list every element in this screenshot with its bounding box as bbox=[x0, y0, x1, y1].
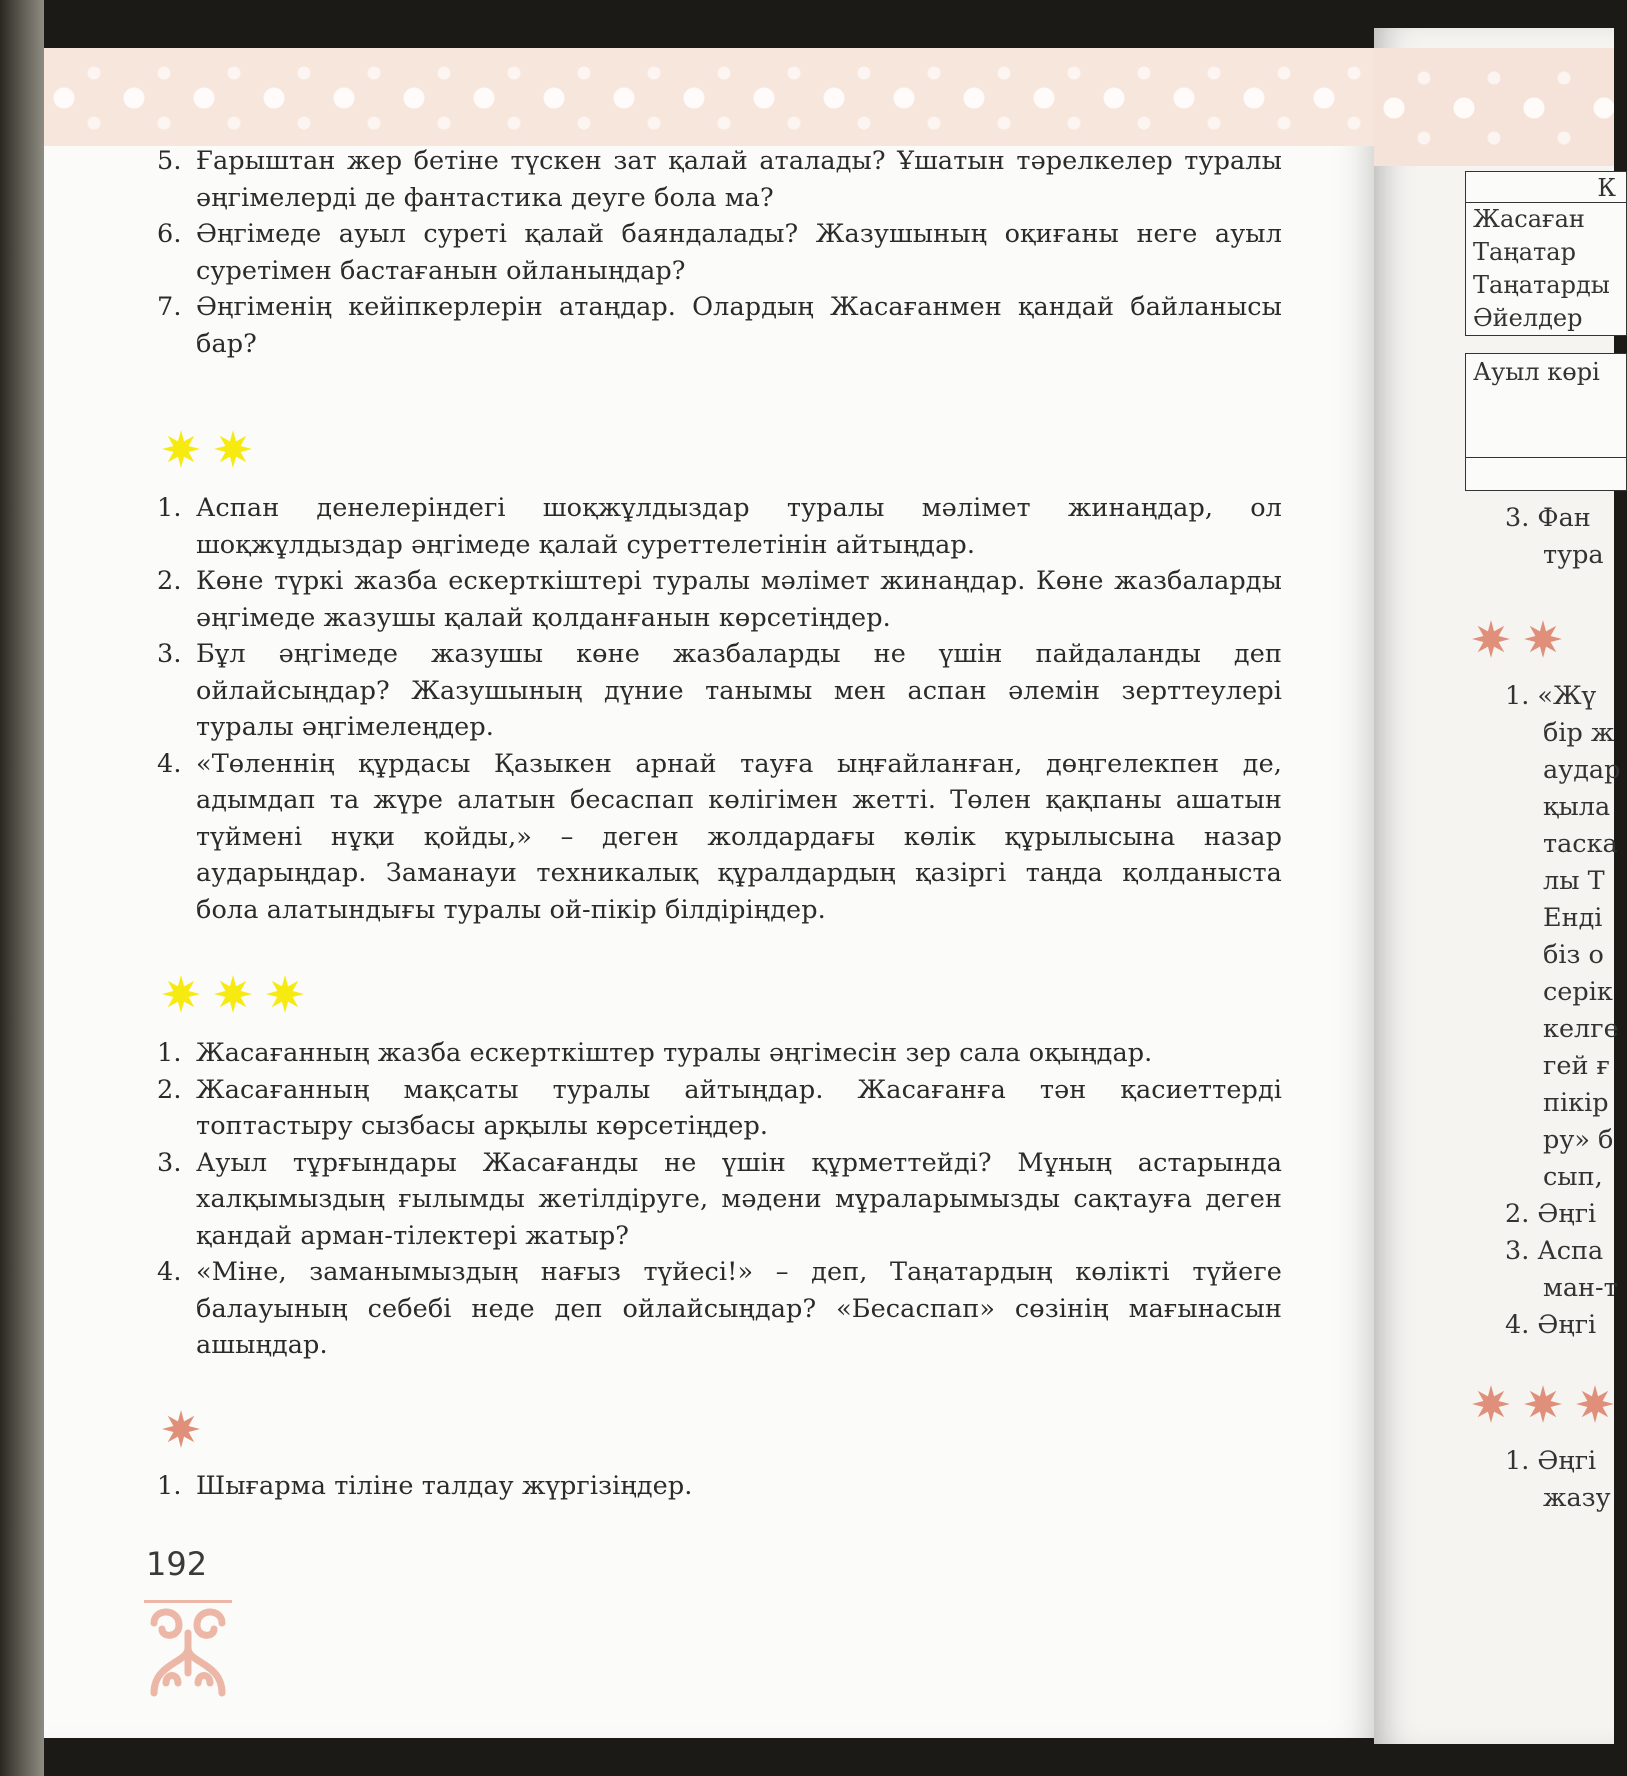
yellow-star-icon bbox=[214, 975, 252, 1013]
right-two-red-stars-icon bbox=[1472, 620, 1562, 658]
right-text-line: біз о bbox=[1543, 940, 1604, 970]
question-item: 2. Жасағанның мақсаты туралы айтыңдар. Жасағанға тән қасиеттерді топтастыру сызбасы арқылы көрсетіңдер. bbox=[157, 1074, 1282, 1141]
right-text-line: ру» б bbox=[1543, 1125, 1614, 1155]
right-text-line: лы Т bbox=[1543, 866, 1605, 896]
table-row: Таңатарды bbox=[1473, 271, 1610, 299]
right-text-line: 3. Фан bbox=[1505, 503, 1591, 533]
question-item: 1. Аспан денелеріндегі шоқжұлдыздар туралы мәлімет жинаңдар, ол шоқжұлдыздар әңгімеде қалай суреттелетінін айтыңдар. bbox=[157, 493, 1282, 560]
question-item: 3. Бұл әңгімеде жазушы көне жазбаларды не үшін пайдаланды деп ойлайсыңдар? Жазушының дүние танымы мен аспан әлемін зерттеулері туралы әңгімелеңдер. bbox=[157, 639, 1282, 742]
right-text-line: 4. Әңгі bbox=[1505, 1310, 1597, 1340]
box-divider bbox=[1466, 457, 1626, 458]
right-page-table bbox=[1465, 171, 1627, 336]
table-row: Жасаған bbox=[1473, 205, 1585, 233]
right-text-line: қыла bbox=[1543, 792, 1611, 822]
right-text-line: Енді bbox=[1543, 903, 1603, 933]
red-star-questions bbox=[157, 1468, 1282, 1505]
right-page-box bbox=[1465, 353, 1627, 491]
page-number: 192 bbox=[146, 1545, 208, 1583]
yellow-star-icon bbox=[214, 430, 252, 468]
difficulty-three-stars-icon bbox=[162, 975, 304, 1013]
two-star-questions bbox=[157, 490, 1282, 928]
yellow-star-icon bbox=[266, 975, 304, 1013]
right-text-line: аудар bbox=[1543, 755, 1621, 785]
red-star-icon bbox=[162, 1410, 200, 1448]
question-item: 2. Көне түркі жазба ескерткіштері туралы мәлімет жинаңдар. Көне жазбаларды әңгімеде жазушы қалай қолданғанын көрсетіңдер. bbox=[157, 566, 1282, 633]
intro-questions bbox=[157, 143, 1282, 362]
question-item: 4. «Міне, заманымыздың нағыз түйесі!» – деп, Таңатардың көлікті түйеге балауының себебі неде деп ойлайсыңдар? «Бесаспап» сөзінің мағынасын ашыңдар. bbox=[157, 1257, 1282, 1360]
red-star-icon bbox=[1576, 1385, 1614, 1423]
red-star-icon bbox=[1524, 620, 1562, 658]
box-label: Ауыл көрі bbox=[1473, 358, 1600, 386]
table-header: К bbox=[1466, 172, 1626, 203]
right-text-line: ман-т bbox=[1543, 1273, 1618, 1303]
right-text-line: гей ғ bbox=[1543, 1051, 1610, 1081]
table-row: Әйелдер bbox=[1473, 304, 1583, 332]
right-text-line: 1. «Жү bbox=[1505, 681, 1597, 711]
right-text-line: жазу bbox=[1543, 1483, 1611, 1513]
red-star-icon bbox=[1524, 1385, 1562, 1423]
question-item: 5. Ғарыштан жер бетіне түскен зат қалай аталады? Ұшатын тәрелкелер туралы әңгімелерді де фантастика деуге бола ма? bbox=[157, 146, 1282, 213]
ornament-header-band bbox=[44, 48, 1374, 146]
right-text-line: пікір bbox=[1543, 1088, 1609, 1118]
right-three-red-stars-icon bbox=[1472, 1385, 1614, 1423]
book-spine bbox=[0, 0, 44, 1776]
right-text-line: серік bbox=[1543, 977, 1613, 1007]
right-text-line: 3. Аспа bbox=[1505, 1236, 1604, 1266]
question-item: 7. Әңгіменің кейіпкерлерін атаңдар. Олардың Жасағанмен қандай байланысы бар? bbox=[157, 292, 1282, 359]
corner-ornament-icon bbox=[144, 1600, 232, 1703]
right-text-line: таска bbox=[1543, 829, 1618, 859]
right-text-line: бір ж bbox=[1543, 718, 1615, 748]
question-item: 1. Шығарма тіліне талдау жүргізіңдер. bbox=[157, 1471, 693, 1501]
question-item: 1. Жасағанның жазба ескерткіштер туралы әңгімесін зер сала оқыңдар. bbox=[157, 1038, 1153, 1068]
right-text-line: сып, bbox=[1543, 1162, 1603, 1192]
yellow-star-icon bbox=[162, 975, 200, 1013]
table-row: Таңатар bbox=[1473, 238, 1576, 266]
right-text-line: келге bbox=[1543, 1014, 1619, 1044]
ornament-header-band-right bbox=[1374, 48, 1614, 166]
three-star-questions bbox=[157, 1035, 1282, 1364]
right-text-line: 1. Әңгі bbox=[1505, 1446, 1597, 1476]
right-text-line: тура bbox=[1543, 540, 1604, 570]
difficulty-two-stars-icon bbox=[162, 430, 252, 468]
question-item: 4. «Төленнің құрдасы Қазыкен арнай тауға ыңғайланған, дөңгелекпен де, адымдап та жүре алатын бесаспап көлігімен жетті. Төлен қақпаны ашатын түймені нұқи қойды,» – деген жолдардағы көлік құрылысына назар аударыңдар. Заманауи техникалық құралдардың қазіргі таңда қолданыста бола алатындығы туралы ой-пікір білдіріңдер. bbox=[157, 748, 1282, 925]
red-star-icon bbox=[1472, 620, 1510, 658]
yellow-star-icon bbox=[162, 430, 200, 468]
difficulty-red-star-icon bbox=[162, 1410, 200, 1448]
right-text-line: 2. Әңгі bbox=[1505, 1199, 1597, 1229]
question-item: 3. Ауыл тұрғындары Жасағанды не үшін құрметтейді? Мұның астарында халқымыздың ғылымды жетілдіруге, мәдени мұраларымызды сақтауға деген қандай арман-тілектері жатыр? bbox=[157, 1147, 1282, 1251]
red-star-icon bbox=[1472, 1385, 1510, 1423]
question-item: 6. Әңгімеде ауыл суреті қалай баяндалады? Жазушының оқиғаны неге ауыл суретімен бастағанын ойланыңдар? bbox=[157, 219, 1282, 286]
